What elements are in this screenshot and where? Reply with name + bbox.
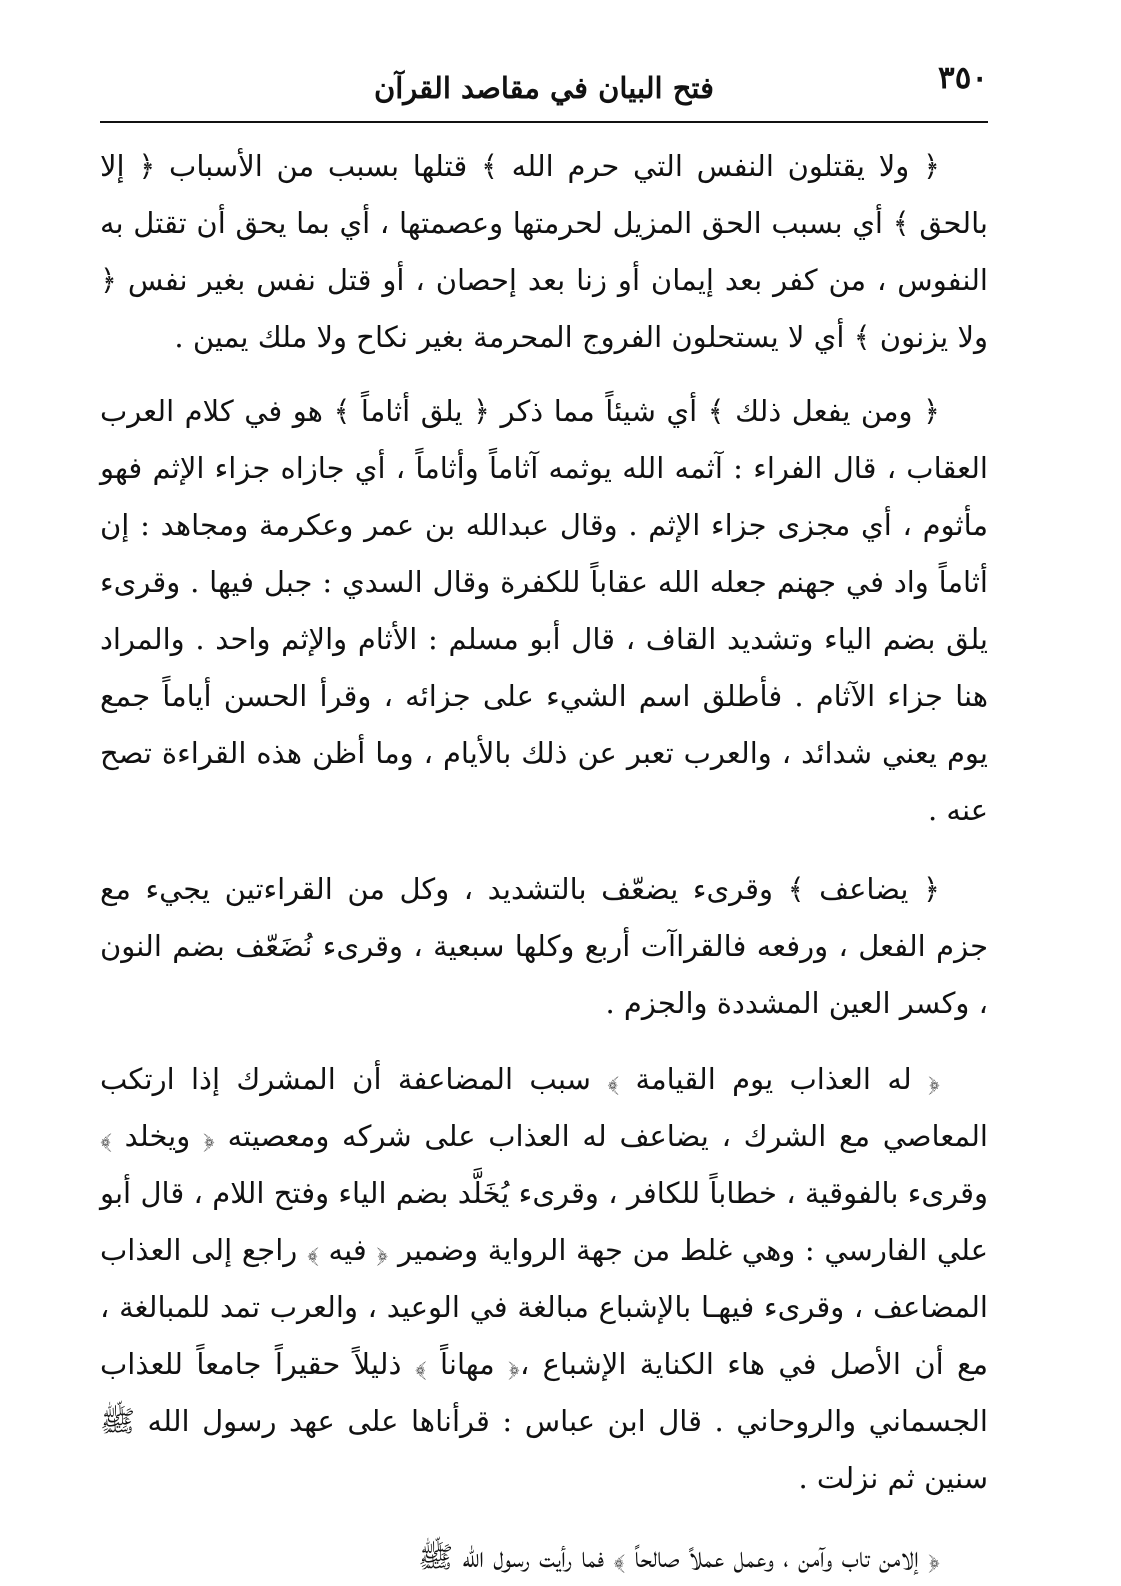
page-number: ٣٥٠ bbox=[938, 60, 988, 96]
paragraph-5: ﴿ إلامن تاب وآمن ، وعمل عملاً صالحاً ﴾ فما رأيت رسول الله ﷺ bbox=[418, 1540, 940, 1574]
paragraph-3: ﴿ يضاعف ﴾ وقرىء يضعّف بالتشديد ، وكل من القراءتين يجيء مع جزم الفعل ، ورفعه فالقراآت أربع وكلها سبعية ، وقرىء نُضَعّف بضم النون ، وكسر العين المشددة والجزم . bbox=[100, 872, 988, 1020]
paragraph-4: ﴿ له العذاب يوم القيامة ﴾ سبب المضاعفة أن المشرك إذا ارتكب المعاصي مع الشرك ، يضاعف له العذاب على شركه ومعصيته ﴿ ويخلد ﴾ وقرىء بالفوقية ، خطاباً للكافر ، وقرىء يُخَلَّد بضم الياء وفتح اللام ، قال أبو علي الفارسي : وهي غلط من جهة الرواية وضمير ﴿ فيه ﴾ راجع إلى العذاب المضاعف ، وقرىء فيهـا بالإشباع مبالغة في الوعيد ، والعرب تمد للمبالغة ، مع أن الأصل في هاء الكناية الإشباع ،﴿ مهاناً ﴾ ذليلاً حقيراً جامعاً للعذاب الجسماني والروحاني . قال ابن عباس : قرأناها على عهد رسول الله ﷺ سنين ثم نزلت . bbox=[100, 1062, 988, 1495]
paragraph-1: ﴿ ولا يقتلون النفس التي حرم الله ﴾ قتلها بسبب من الأسباب ﴿ إلا بالحق ﴾ أي بسبب الحق المزيل لحرمتها وعصمتها ، أي بما يحق أن تقتل به النفوس ، من كفر بعد إيمان أو زنا بعد إحصان ، أو قتل نفس بغير نفس ﴿ ولا يزنون ﴾ أي لا يستحلون الفروج المحرمة بغير نكاح ولا ملك يمين . bbox=[100, 149, 988, 354]
page-body bbox=[100, 138, 988, 1586]
running-title: فتح البيان في مقاصد القرآن bbox=[373, 71, 715, 105]
header-rule bbox=[100, 121, 988, 123]
paragraph-2: ﴿ ومن يفعل ذلك ﴾ أي شيئاً مما ذكر ﴿ يلق أثاماً ﴾ هو في كلام العرب العقاب ، قال الفراء : آثمه الله يوثمه آثاماً وأثاماً ، أي جازاه جزاء الإثم فهو مأثوم ، أي مجزى جزاء الإثم . وقال عبدالله بن عمر وعكرمة ومجاهد : إن أثاماً واد في جهنم جعله الله عقاباً للكفرة وقال السدي : جبل فيها . وقرىء يلق بضم الياء وتشديد القاف ، قال أبو مسلم : الأثام والإثم واحد . والمراد هنا جزاء الآثام . فأطلق اسم الشيء على جزائه ، وقرأ الحسن أياماً جمع يوم يعني شدائد ، والعرب تعبر عن ذلك بالأيام ، وما أظن هذه القراءة تصح عنه . bbox=[100, 394, 989, 827]
page-header bbox=[100, 58, 988, 118]
